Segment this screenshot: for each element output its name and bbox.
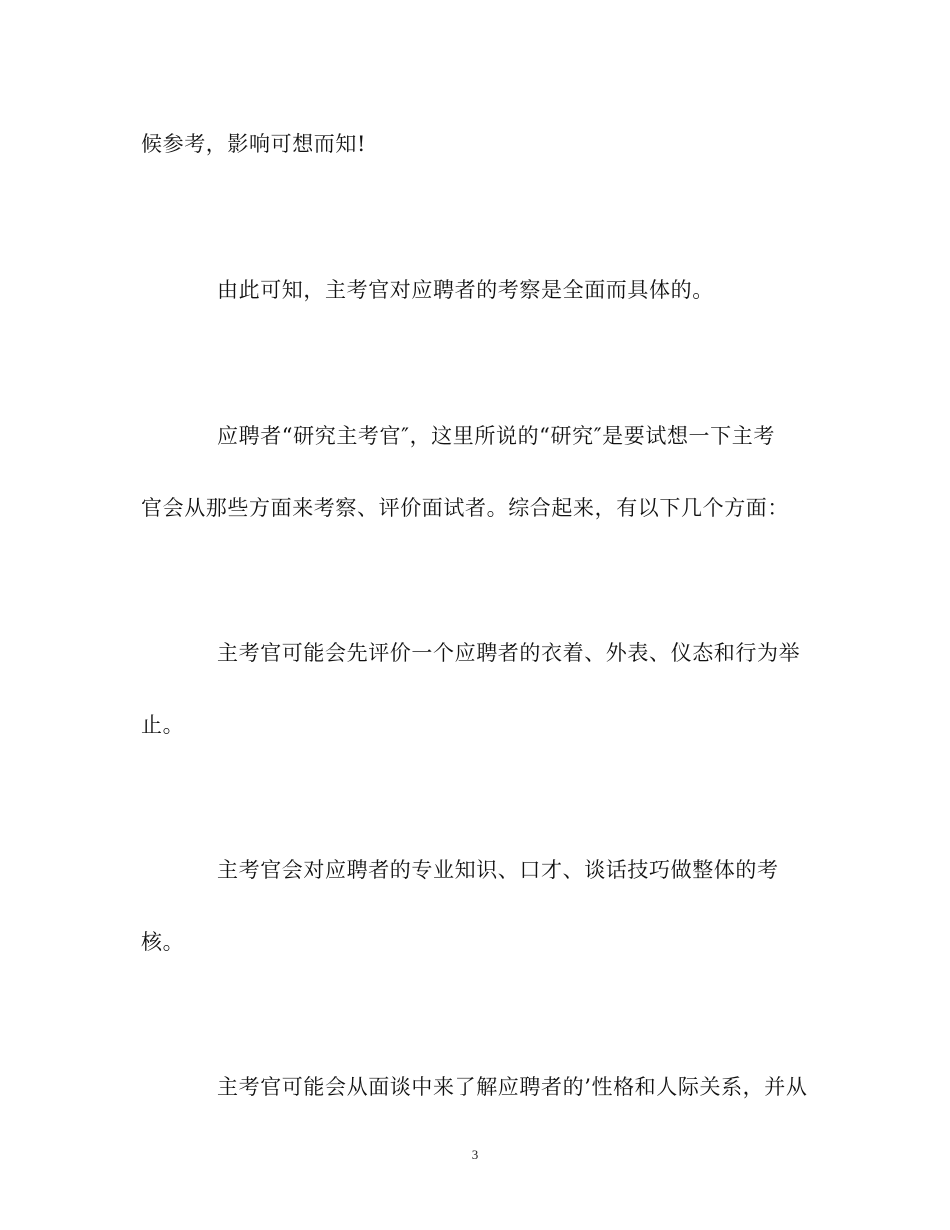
page-number: 3 [471,1147,479,1162]
paragraph-1-line-1: 候参考，影响可想而知! [141,132,367,156]
paragraph-5-line-2: 核。 [141,930,185,954]
paragraph-4-line-1: 主考官可能会先评价一个应聘者的衣着、外表、仪态和行为举 [217,641,801,665]
paragraph-4-line-2: 止。 [141,713,185,737]
paragraph-2-line-1: 由此可知，主考官对应聘者的考察是全面而具体的。 [217,278,714,302]
paragraph-6-line-1: 主考官可能会从面谈中来了解应聘者的’性格和人际关系，并从 [217,1075,808,1099]
paragraph-3-line-1: 应聘者“研究主考官″，这里所说的“研究″是要试想一下主考 [217,424,775,448]
paragraph-5-line-1: 主考官会对应聘者的专业知识、口才、谈话技巧做整体的考 [217,858,779,882]
paragraph-3-line-2: 官会从那些方面来考察、评价面试者。综合起来，有以下几个方面： [141,496,789,520]
